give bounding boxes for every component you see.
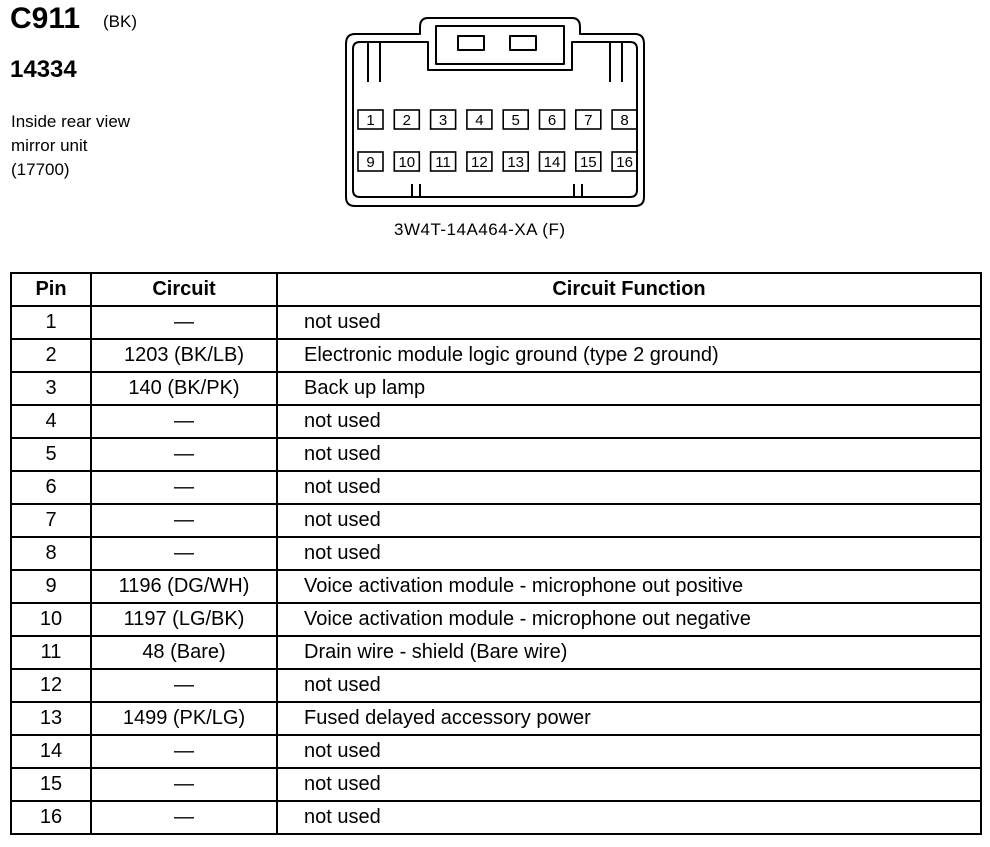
pin-number-label: 3 bbox=[438, 112, 448, 129]
keyway-left bbox=[412, 184, 420, 197]
pin-cell: 6 bbox=[11, 471, 91, 504]
circuit-cell: — bbox=[91, 405, 277, 438]
function-cell: Back up lamp bbox=[277, 372, 981, 405]
circuit-cell: — bbox=[91, 768, 277, 801]
circuit-cell: — bbox=[91, 438, 277, 471]
function-cell: not used bbox=[277, 801, 981, 834]
table-row bbox=[11, 570, 981, 603]
table-row bbox=[11, 372, 981, 405]
table-row bbox=[11, 669, 981, 702]
pin-cell: 8 bbox=[11, 537, 91, 570]
table-row bbox=[11, 405, 981, 438]
part-number: 14334 bbox=[10, 56, 77, 83]
pin-cell: 13 bbox=[11, 702, 91, 735]
pin-number-label: 12 bbox=[471, 154, 488, 171]
pin-number-label: 7 bbox=[584, 112, 593, 129]
circuit-cell: — bbox=[91, 735, 277, 768]
pin-cell: 3 bbox=[11, 372, 91, 405]
connector-color: (BK) bbox=[103, 12, 137, 31]
circuit-cell: — bbox=[91, 537, 277, 570]
function-cell: not used bbox=[277, 306, 981, 339]
pin-number-label: 6 bbox=[547, 112, 557, 129]
circuit-cell: — bbox=[91, 471, 277, 504]
pin-number-label: 11 bbox=[435, 154, 451, 171]
pin-cell: 10 bbox=[11, 603, 91, 636]
connector-code: C911 bbox=[10, 2, 81, 35]
function-cell: Voice activation module - microphone out negative bbox=[277, 603, 981, 636]
circuit-cell: — bbox=[91, 669, 277, 702]
pin-number-label: 13 bbox=[507, 154, 525, 171]
table-row bbox=[11, 537, 981, 570]
pin-cell: 2 bbox=[11, 339, 91, 372]
pin-cell: 1 bbox=[11, 306, 91, 339]
pin-number-label: 10 bbox=[398, 154, 416, 171]
pin-number-label: 2 bbox=[402, 112, 411, 129]
circuit-cell: — bbox=[91, 801, 277, 834]
component-description bbox=[11, 110, 130, 182]
function-cell: not used bbox=[277, 471, 981, 504]
table-row bbox=[11, 471, 981, 504]
table-row bbox=[11, 339, 981, 372]
table-row bbox=[11, 438, 981, 471]
circuit-cell: 1499 (PK/LG) bbox=[91, 702, 277, 735]
latch-tab-right bbox=[510, 36, 536, 50]
pin-number-label: 15 bbox=[579, 154, 597, 171]
pin-number-label: 4 bbox=[475, 112, 484, 129]
pin-cell: 5 bbox=[11, 438, 91, 471]
circuit-cell: 1197 (LG/BK) bbox=[91, 603, 277, 636]
table-row bbox=[11, 768, 981, 801]
header-circuit-function: Circuit Function bbox=[277, 273, 981, 306]
pin-cell: 15 bbox=[11, 768, 91, 801]
pin-number-label: 16 bbox=[616, 154, 633, 171]
latch-tab-left bbox=[458, 36, 484, 50]
table-row bbox=[11, 504, 981, 537]
pin-number-label: 9 bbox=[366, 154, 375, 171]
circuit-cell: — bbox=[91, 306, 277, 339]
table-row bbox=[11, 636, 981, 669]
function-cell: Drain wire - shield (Bare wire) bbox=[277, 636, 981, 669]
function-cell: Electronic module logic ground (type 2 ground) bbox=[277, 339, 981, 372]
pin-cell: 16 bbox=[11, 801, 91, 834]
pin-cell: 14 bbox=[11, 735, 91, 768]
pin-cell: 9 bbox=[11, 570, 91, 603]
header-pin: Pin bbox=[11, 273, 91, 306]
connector-housing-outline bbox=[346, 18, 644, 206]
connector-face-diagram bbox=[340, 12, 650, 212]
pin-cell: 12 bbox=[11, 669, 91, 702]
pin-number-label: 1 bbox=[366, 112, 375, 129]
table-row bbox=[11, 603, 981, 636]
side-rib-right bbox=[610, 42, 622, 82]
pin-number-label: 14 bbox=[543, 154, 561, 171]
circuit-cell: 48 (Bare) bbox=[91, 636, 277, 669]
table-row bbox=[11, 702, 981, 735]
function-cell: not used bbox=[277, 768, 981, 801]
pin-number-label: 5 bbox=[511, 112, 520, 129]
connector-part-label: 3W4T-14A464-XA (F) bbox=[394, 220, 566, 239]
pin-cell: 4 bbox=[11, 405, 91, 438]
function-cell: not used bbox=[277, 405, 981, 438]
pin-cell: 7 bbox=[11, 504, 91, 537]
circuit-cell: 1196 (DG/WH) bbox=[91, 570, 277, 603]
keyway-right bbox=[574, 184, 582, 197]
function-cell: not used bbox=[277, 504, 981, 537]
pin-number-label: 8 bbox=[620, 112, 629, 129]
function-cell: Fused delayed accessory power bbox=[277, 702, 981, 735]
description-line: Inside rear view bbox=[11, 112, 131, 131]
circuit-cell: 1203 (BK/LB) bbox=[91, 339, 277, 372]
pin-cell: 11 bbox=[11, 636, 91, 669]
function-cell: not used bbox=[277, 669, 981, 702]
connector-housing-inner bbox=[353, 42, 637, 197]
header-circuit: Circuit bbox=[91, 273, 277, 306]
table-row bbox=[11, 801, 981, 834]
function-cell: not used bbox=[277, 438, 981, 471]
circuit-cell: 140 (BK/PK) bbox=[91, 372, 277, 405]
circuit-cell: — bbox=[91, 504, 277, 537]
latch-outline bbox=[436, 26, 564, 64]
function-cell: Voice activation module - microphone out positive bbox=[277, 570, 981, 603]
function-cell: not used bbox=[277, 537, 981, 570]
function-cell: not used bbox=[277, 735, 981, 768]
description-line: (17700) bbox=[11, 160, 70, 179]
pinout-table bbox=[10, 272, 982, 835]
table-row bbox=[11, 306, 981, 339]
table-header-row bbox=[11, 273, 981, 306]
side-rib-left bbox=[368, 42, 380, 82]
description-line: mirror unit bbox=[11, 136, 88, 155]
table-row bbox=[11, 735, 981, 768]
